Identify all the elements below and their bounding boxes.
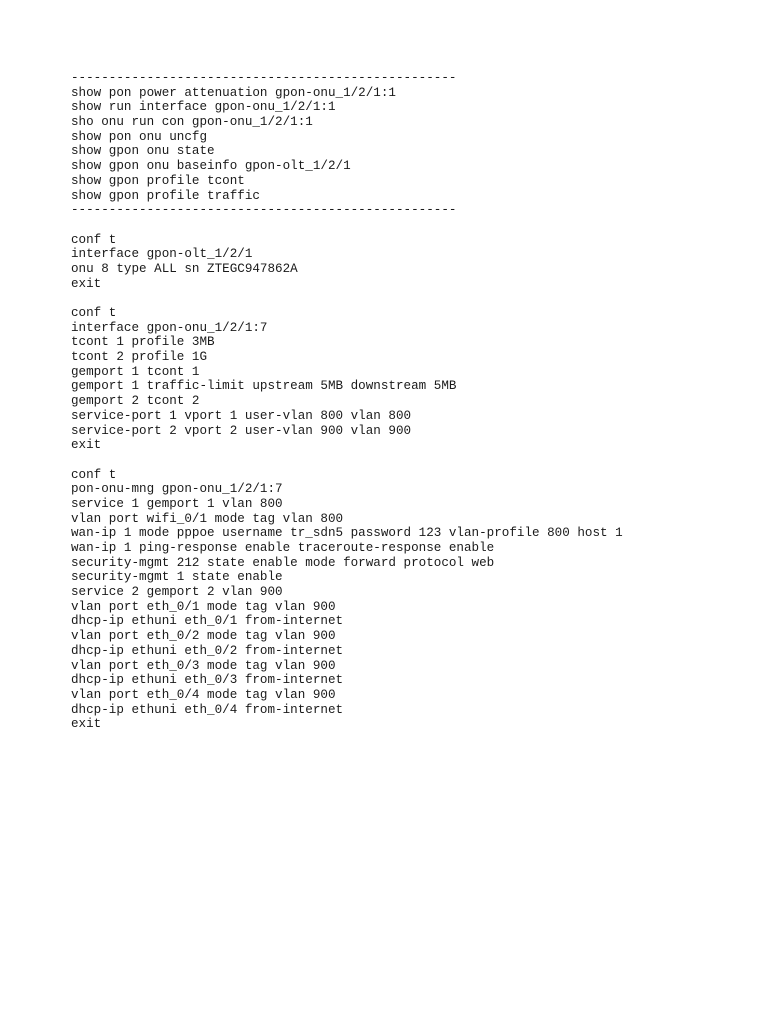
command-line: show gpon onu baseinfo gpon-olt_1/2/1 — [71, 159, 351, 174]
command-line: show run interface gpon-onu_1/2/1:1 — [71, 100, 336, 115]
command-line: service 2 gemport 2 vlan 900 — [71, 585, 283, 600]
blank-line — [71, 218, 731, 233]
command-line: vlan port wifi_0/1 mode tag vlan 800 — [71, 511, 344, 526]
command-line: security-mgmt 212 state enable mode forward protocol web — [71, 555, 495, 570]
command-line: vlan port eth_0/2 mode tag vlan 900 — [71, 629, 336, 644]
document-page — [71, 71, 731, 732]
separator-line: --------------------------------------------------- — [71, 203, 457, 218]
command-line: conf t — [71, 467, 117, 482]
command-line: interface gpon-olt_1/2/1 — [71, 247, 253, 262]
command-line: pon-onu-mng gpon-onu_1/2/1:7 — [71, 482, 283, 497]
command-line: gemport 1 tcont 1 — [71, 364, 200, 379]
command-line: gemport 2 tcont 2 — [71, 394, 200, 409]
command-line: vlan port eth_0/3 mode tag vlan 900 — [71, 658, 336, 673]
command-line: dhcp-ip ethuni eth_0/4 from-internet — [71, 702, 344, 717]
command-line: exit — [71, 438, 102, 453]
command-line: wan-ip 1 mode pppoe username tr_sdn5 password 123 vlan-profile 800 host 1 — [71, 526, 623, 541]
command-line: interface gpon-onu_1/2/1:7 — [71, 320, 268, 335]
command-line: conf t — [71, 232, 117, 247]
command-line: security-mgmt 1 state enable — [71, 570, 283, 585]
command-line: wan-ip 1 ping-response enable traceroute-response enable — [71, 541, 495, 555]
command-line: conf t — [71, 306, 117, 320]
command-line: gemport 1 traffic-limit upstream 5MB downstream 5MB — [71, 379, 457, 394]
command-line: service 1 gemport 1 vlan 800 — [71, 496, 283, 511]
olt-config-block — [71, 233, 731, 292]
command-line: onu 8 type ALL sn ZTEGC947862A — [71, 261, 298, 276]
command-line: dhcp-ip ethuni eth_0/3 from-internet — [71, 673, 344, 688]
command-line: dhcp-ip ethuni eth_0/2 from-internet — [71, 643, 344, 658]
onu-mng-block — [71, 468, 731, 732]
command-line: vlan port eth_0/4 mode tag vlan 900 — [71, 687, 336, 702]
show-commands-block — [71, 71, 731, 218]
command-line: dhcp-ip ethuni eth_0/1 from-internet — [71, 614, 344, 629]
command-line: tcont 1 profile 3MB — [71, 335, 215, 350]
onu-interface-block — [71, 306, 731, 453]
separator-line: --------------------------------------------------- — [71, 71, 457, 85]
command-line: show gpon profile traffic — [71, 188, 260, 203]
blank-line — [71, 453, 731, 468]
command-line: show gpon profile tcont — [71, 173, 245, 188]
command-line: sho onu run con gpon-onu_1/2/1:1 — [71, 115, 313, 130]
command-line: show gpon onu state — [71, 144, 215, 159]
command-line: tcont 2 profile 1G — [71, 350, 208, 365]
command-line: vlan port eth_0/1 mode tag vlan 900 — [71, 599, 336, 614]
command-line: show pon onu uncfg — [71, 129, 208, 144]
command-line: show pon power attenuation gpon-onu_1/2/1:1 — [71, 85, 396, 100]
blank-line — [71, 291, 731, 306]
command-line: exit — [71, 276, 102, 291]
command-line: exit — [71, 717, 102, 732]
command-line: service-port 2 vport 2 user-vlan 900 vlan 900 — [71, 423, 412, 438]
command-line: service-port 1 vport 1 user-vlan 800 vlan 800 — [71, 408, 412, 423]
